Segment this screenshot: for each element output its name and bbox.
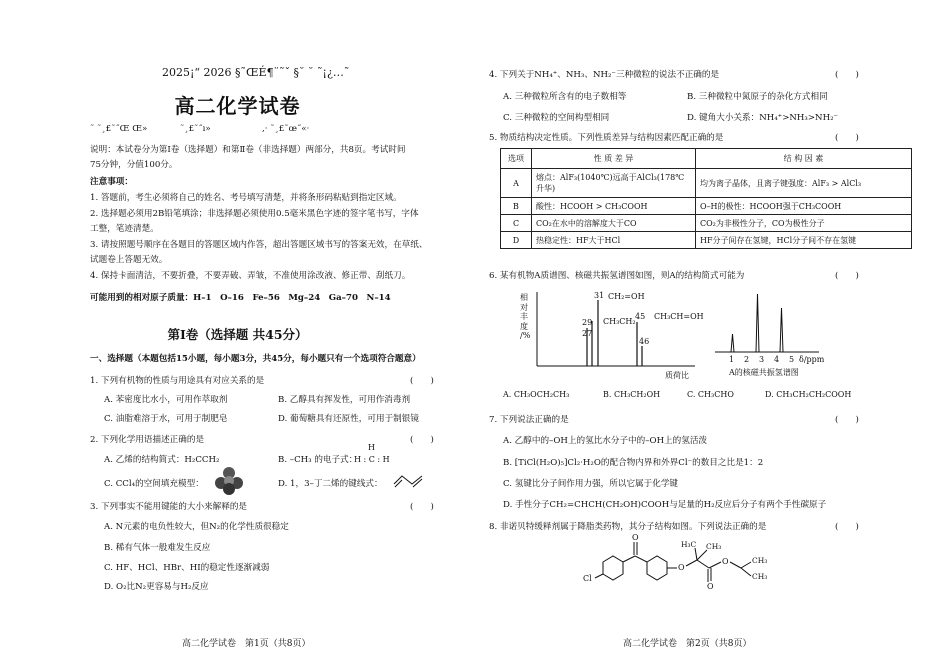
ms-y-label-3: 丰 [520, 312, 528, 321]
q1-answer-paren: ( ) [410, 376, 434, 386]
ms-label-27: 27 [582, 329, 593, 338]
q5-header-option: 选项 [501, 149, 532, 169]
ester-o-bond [709, 562, 721, 568]
q4-answer-paren: ( ) [835, 70, 859, 80]
q3-option-a: A. N元素的电负性较大，但N₂的化学性质很稳定 [104, 522, 289, 532]
section-title: 第Ⅰ卷（选择题 共45分） [167, 327, 308, 342]
q2-stem: 2. 下列化学用语描述正确的是 [90, 435, 205, 445]
nmr-tick-3: 3 [759, 355, 765, 364]
q5-header-structure: 结 构 因 素 [696, 149, 912, 169]
q5-stem: 5. 物质结构决定性质。下列性质差异与结构因素匹配正确的是 [489, 133, 724, 143]
right-page-footer: 高二化学试卷 第2页（共8页） [623, 639, 752, 649]
q6-option-b: B. CH₃CH₂OH [603, 390, 661, 399]
nmr-caption: A的核磁共振氢谱图 [729, 368, 799, 377]
q5-row-a-label: A [501, 169, 532, 198]
atom-o-carbonyl: O [632, 533, 639, 542]
q7-option-a: A. 乙醇中的–OH上的氢比水分子中的–OH上的氢活泼 [503, 436, 708, 446]
ms-fragment-29: CH₃CH₂ [603, 317, 636, 326]
atom-h3c: H₃C [681, 540, 697, 549]
page-title: 高二化学试卷 [174, 94, 301, 118]
garbled-info-3: ,· ˜¸£˜œ˝«· [262, 124, 310, 134]
q5-row-d-label: D [501, 232, 532, 249]
table-row [501, 198, 912, 215]
garbled-info-2: ˜¸£˜˝ı» [180, 124, 211, 134]
atomic-mass-line: 可能用到的相对原子质量：H–1 O–16 Fe–56 Mg–24 Ga–70 N–14 [90, 293, 391, 303]
q2-option-d: D. 1，3–丁二烯的键线式： [278, 479, 383, 489]
q5-row-b-structure: O–H的极性：HCOOH强于CH₃COOH [696, 198, 912, 215]
q7-option-b: B. [TiCl(H₂O)₅]Cl₂·H₂O的配合物内界和外界Cl⁻的数目之比是1：2 [503, 458, 764, 468]
ms-label-46: 46 [639, 337, 650, 346]
garbled-info-1: ˜ ˜¸£˜˝Œ Œ» [90, 124, 148, 134]
q5-row-c-label: C [501, 215, 532, 232]
mass-spectrum [515, 288, 705, 376]
q5-table [500, 148, 912, 249]
q1-option-a: A. 苯密度比水小，可用作萃取剂 [104, 395, 228, 405]
atom-cl: Cl [583, 574, 592, 583]
electron-formula-h-top: H [368, 443, 375, 452]
nmr-spectrum [713, 290, 823, 358]
q2-option-c: C. CCl₄的空间填充模型： [104, 479, 204, 489]
notice-4: 4. 保持卡面清洁，不要折叠，不要弄破、弄皱，不准使用涂改液、修正带、刮纸刀。 [90, 271, 411, 281]
q1-option-b: B. 乙醇具有挥发性，可用作消毒剂 [278, 395, 411, 405]
nmr-axis-label: δ/ppm [799, 355, 825, 364]
ms-y-label-1: 相 [520, 293, 528, 302]
q2-answer-paren: ( ) [410, 435, 434, 445]
isopropyl-methyl-2 [741, 568, 751, 576]
q8-stem: 8. 非诺贝特缓释剂属于降脂类药物，其分子结构如图。下列说法正确的是 [489, 522, 767, 532]
ms-y-label [520, 293, 530, 341]
q3-option-b: B. 稀有气体一般难发生反应 [104, 543, 211, 553]
ms-label-29: 29 [582, 318, 593, 327]
cl-bond [595, 574, 603, 578]
nmr-tick-5: 5 [789, 355, 795, 364]
benzene-ring-right [647, 556, 667, 580]
q5-row-a-structure: 均为离子晶体，且离子键强度：AlF₃ > AlCl₃ [696, 169, 912, 198]
left-page-footer: 高二化学试卷 第1页（共8页） [182, 639, 311, 649]
table-row [501, 232, 912, 249]
q2-option-a: A. 乙烯的结构简式：H₂CCH₂ [104, 455, 220, 465]
q4-option-b: B. 三种微粒中氮原子的杂化方式相同 [687, 92, 828, 102]
q6-option-a: A. CH₃OCH₂CH₃ [503, 390, 570, 399]
q4-option-c: C. 三种微粒的空间构型相同 [503, 113, 610, 123]
q5-row-a-property: 熔点：AlF₃(1040℃)远高于AlCl₃(178℃升华) [532, 169, 696, 198]
nmr-tick-2: 2 [744, 355, 750, 364]
ms-x-label: 质荷比 [665, 371, 689, 380]
ms-label-45: 45 [635, 312, 646, 321]
q5-answer-paren: ( ) [835, 133, 859, 143]
q5-row-d-property: 热稳定性：HF大于HCl [532, 232, 696, 249]
atom-o-ester-double: O [707, 582, 714, 591]
notice-1: 1. 答题前，考生必须将自己的姓名、考号填写清楚，并将条形码粘贴到指定区域。 [90, 193, 402, 203]
isopropyl-methyl-1 [741, 562, 751, 568]
q1-stem: 1. 下列有机物的性质与用途具有对应关系的是 [90, 376, 265, 386]
table-row [501, 215, 912, 232]
benzene-ring-left [603, 556, 623, 580]
nmr-tick-4: 4 [774, 355, 780, 364]
q5-header-property: 性 质 差 异 [532, 149, 696, 169]
q7-answer-paren: ( ) [835, 415, 859, 425]
q5-row-d-structure: HF分子间存在氢键，HCl分子间不存在氢键 [696, 232, 912, 249]
instructions-line-2: 75分钟，分值100分。 [90, 160, 178, 170]
nmr-peak-2 [756, 294, 759, 352]
instructions-line-1: 说明：本试卷分为第Ⅰ卷（选择题）和第Ⅱ卷（非选择题）两部分，共8页。考试时间 [90, 145, 406, 155]
isopropyl-bond [730, 562, 741, 568]
q6-option-c: C. CH₃CHO [687, 390, 734, 399]
methyl-bond-1 [695, 548, 697, 560]
atom-o-ester: O [722, 557, 729, 566]
ester-carbon-bond [697, 560, 709, 568]
ether-bond-2 [686, 560, 697, 566]
q7-option-c: C. 氢键比分子间作用力强，所以它属于化学键 [503, 479, 679, 489]
ms-label-31: 31 [594, 291, 605, 300]
q4-option-d: D. 键角大小关系：NH₄⁺>NH₃>NH₂⁻ [687, 113, 839, 123]
ccl4-space-filling-model-icon [214, 466, 244, 496]
notice-heading: 注意事项： [90, 177, 133, 187]
nmr-peak-1 [731, 334, 734, 352]
notice-3: 3. 请按照题号顺序在各题目的答题区域内作答，超出答题区域书写的答案无效，在草纸、 [90, 240, 428, 250]
q3-option-d: D. O₂比N₂更容易与H₂反应 [104, 582, 209, 592]
right-page [475, 0, 950, 672]
q4-stem: 4. 下列关于NH₄⁺、NH₃、NH₂⁻三种微粒的说法不正确的是 [489, 70, 720, 80]
nmr-peak-3 [780, 308, 783, 352]
ms-y-label-5: /% [520, 331, 531, 340]
electron-formula-row: H : C : H [354, 455, 390, 464]
atom-ch3-isopropyl-1: CH₃ [752, 556, 768, 565]
garbled-header: 2025¡“ 2026 §˜ŒÉ¶¨˜ˇ §˘ ˘ ˜¡¿…˜ [162, 66, 350, 79]
butadiene-bond-line-icon [392, 470, 432, 490]
q3-stem: 3. 下列事实不能用键能的大小来解释的是 [90, 502, 248, 512]
q1-option-c: C. 油脂难溶于水，可用于制肥皂 [104, 414, 228, 424]
q7-option-d: D. 手性分子CH₂=CHCH(CH₂OH)COOH与足量的H₂反应后分子有两个手性碳原子 [503, 500, 827, 510]
nmr-tick-1: 1 [729, 355, 735, 364]
notice-2: 2. 选择题必须用2B铅笔填涂；非选择题必须使用0.5毫米黑色字迹的签字笔书写，字体 [90, 209, 419, 219]
section-sub: 一、选择题（本题包括15小题，每小题3分，共45分，每小题只有一个选项符合题意） [90, 354, 421, 364]
ms-y-label-4: 度 [520, 321, 528, 331]
q4-option-a: A. 三种微粒所含有的电子数相等 [503, 92, 627, 102]
atom-ch3-isopropyl-2: CH₃ [752, 572, 768, 581]
notice-2-cont: 工整，笔迹清楚。 [90, 224, 159, 234]
methyl-bond-2 [697, 550, 707, 560]
q3-answer-paren: ( ) [410, 502, 434, 512]
notice-3-cont: 试题卷上答题无效。 [90, 255, 168, 265]
q3-option-c: C. HF、HCl、HBr、HI的稳定性逐渐减弱 [104, 563, 270, 573]
q5-table-header [501, 149, 912, 169]
q5-row-c-property: CO₂在水中的溶解度大于CO [532, 215, 696, 232]
q5-row-b-label: B [501, 198, 532, 215]
ms-y-label-2: 对 [520, 302, 528, 312]
carbonyl-bond-left [623, 556, 635, 562]
q2-option-b: B. –CH₃ 的电子式： [278, 455, 358, 465]
carbonyl-bond-right [635, 556, 647, 562]
q1-option-d: D. 葡萄糖具有还原性，可用于制银镜 [278, 414, 419, 424]
q6-stem: 6. 某有机物A质谱图、核磁共振氢谱图如图，则A的结构简式可能为 [489, 271, 745, 281]
q5-row-b-property: 酸性：HCOOH > CH₃COOH [532, 198, 696, 215]
q8-answer-paren: ( ) [835, 522, 859, 532]
ms-fragment-31: CH₂=OH [608, 292, 645, 301]
ms-fragment-45: CH₃CH=OH [654, 312, 704, 321]
q5-row-c-structure: CO₂为非极性分子，CO为极性分子 [696, 215, 912, 232]
q6-option-d: D. CH₃CH₂CH₂COOH [765, 390, 852, 399]
atom-o-ether: O [678, 563, 685, 572]
q7-stem: 7. 下列说法正确的是 [489, 415, 569, 425]
q6-answer-paren: ( ) [835, 271, 859, 281]
table-row [501, 169, 912, 198]
atom-ch3-top: CH₃ [706, 542, 722, 551]
